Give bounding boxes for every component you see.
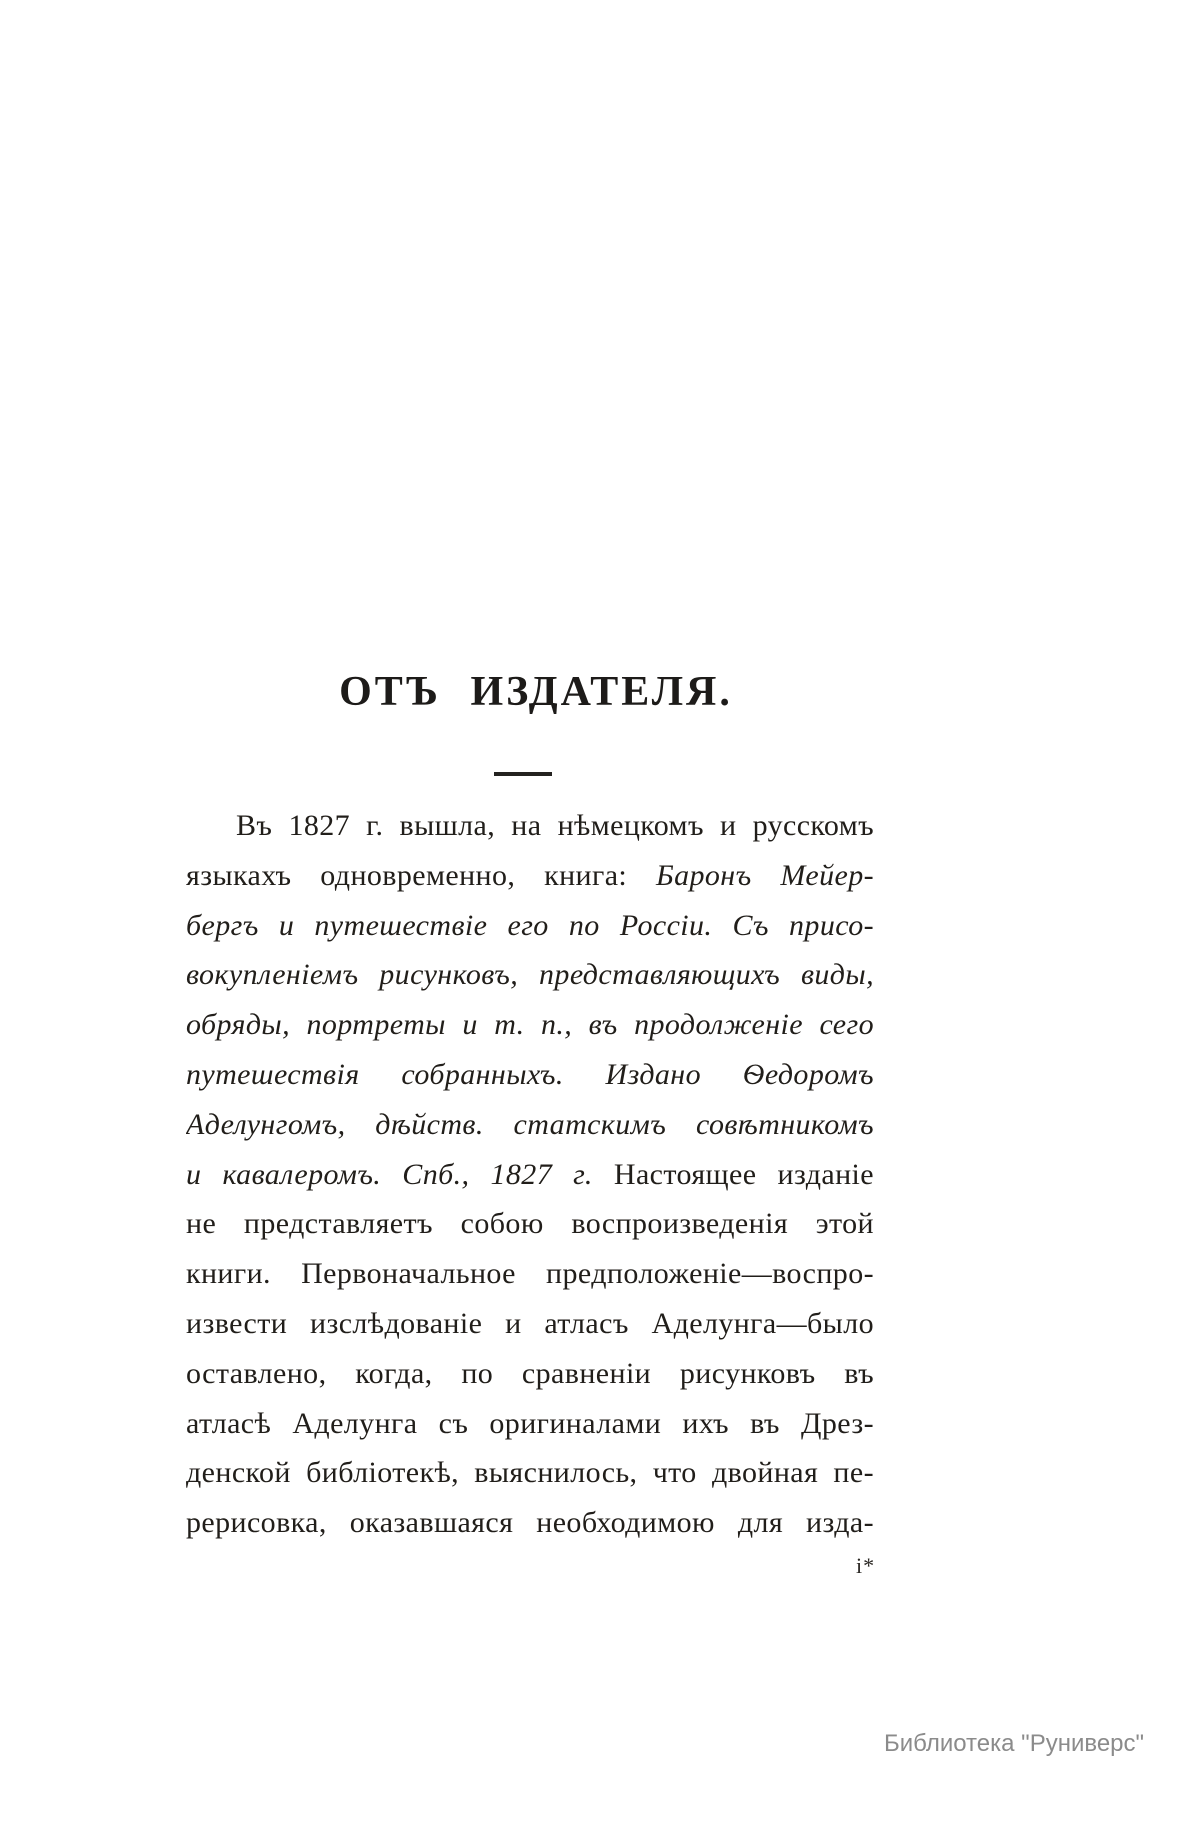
text-line [186,1448,874,1498]
text-line [186,1150,874,1200]
text-line [186,851,874,901]
text-segment: книги. Первоначальное предположеніе—воспро- [186,1257,874,1291]
text-line [186,1498,874,1548]
text-line [186,901,874,951]
text-line [186,1299,874,1349]
text-line [186,950,874,1000]
text-line [186,1100,874,1150]
body-text [186,801,874,1548]
text-segment: рерисовка, оказавшаяся необходимою для изда- [186,1506,874,1540]
text-segment: бергъ и путешествіе его по Россіи. Съ присо- [186,908,874,942]
text-line [186,801,874,851]
text-segment: денской библіотекѣ, выяснилось, что двойная пе- [186,1456,874,1490]
text-line [186,1050,874,1100]
section-divider [494,772,552,776]
text-segment: извести изслѣдованіе и атласъ Аделунга—было [186,1306,874,1340]
text-line [186,1249,874,1299]
text-line [186,1399,874,1449]
text-segment: путешествія собранныхъ. Издано Ѳедоромъ [186,1057,874,1091]
text-segment: оставлено, когда, по сравненіи рисунковъ въ [186,1356,874,1390]
page-title: ОТЪ ИЗДАТЕЛЯ. [339,669,733,715]
text-segment: Въ 1827 г. вышла, на нѣмецкомъ и русскомъ [236,809,874,842]
text-segment: вокупленіемъ рисунковъ, представляющихъ виды, [186,958,874,992]
text-segment: Аделунгомъ, дѣйств. статскимъ совѣтникомъ [186,1107,874,1141]
text-line [186,1349,874,1399]
text-segment: не представляетъ собою воспроизведенія этой [186,1207,874,1241]
text-segment: Баронъ Мейер- [656,858,874,892]
text-segment: Настоящее изданіе [613,1157,874,1191]
text-line [186,1199,874,1249]
signature-mark: і* [856,1553,876,1578]
text-segment: языкахъ одновременно, книга: [186,858,657,892]
text-segment: обряды, портреты и т. п., въ продолженіе сего [186,1008,874,1042]
text-line [186,1000,874,1050]
text-segment: атласѣ Аделунга съ оригиналами ихъ въ Дрез- [186,1406,874,1440]
watermark: Библиотека "Руниверс" [884,1730,1145,1757]
text-segment: и кавалеромъ. Спб., 1827 г. [186,1157,614,1191]
